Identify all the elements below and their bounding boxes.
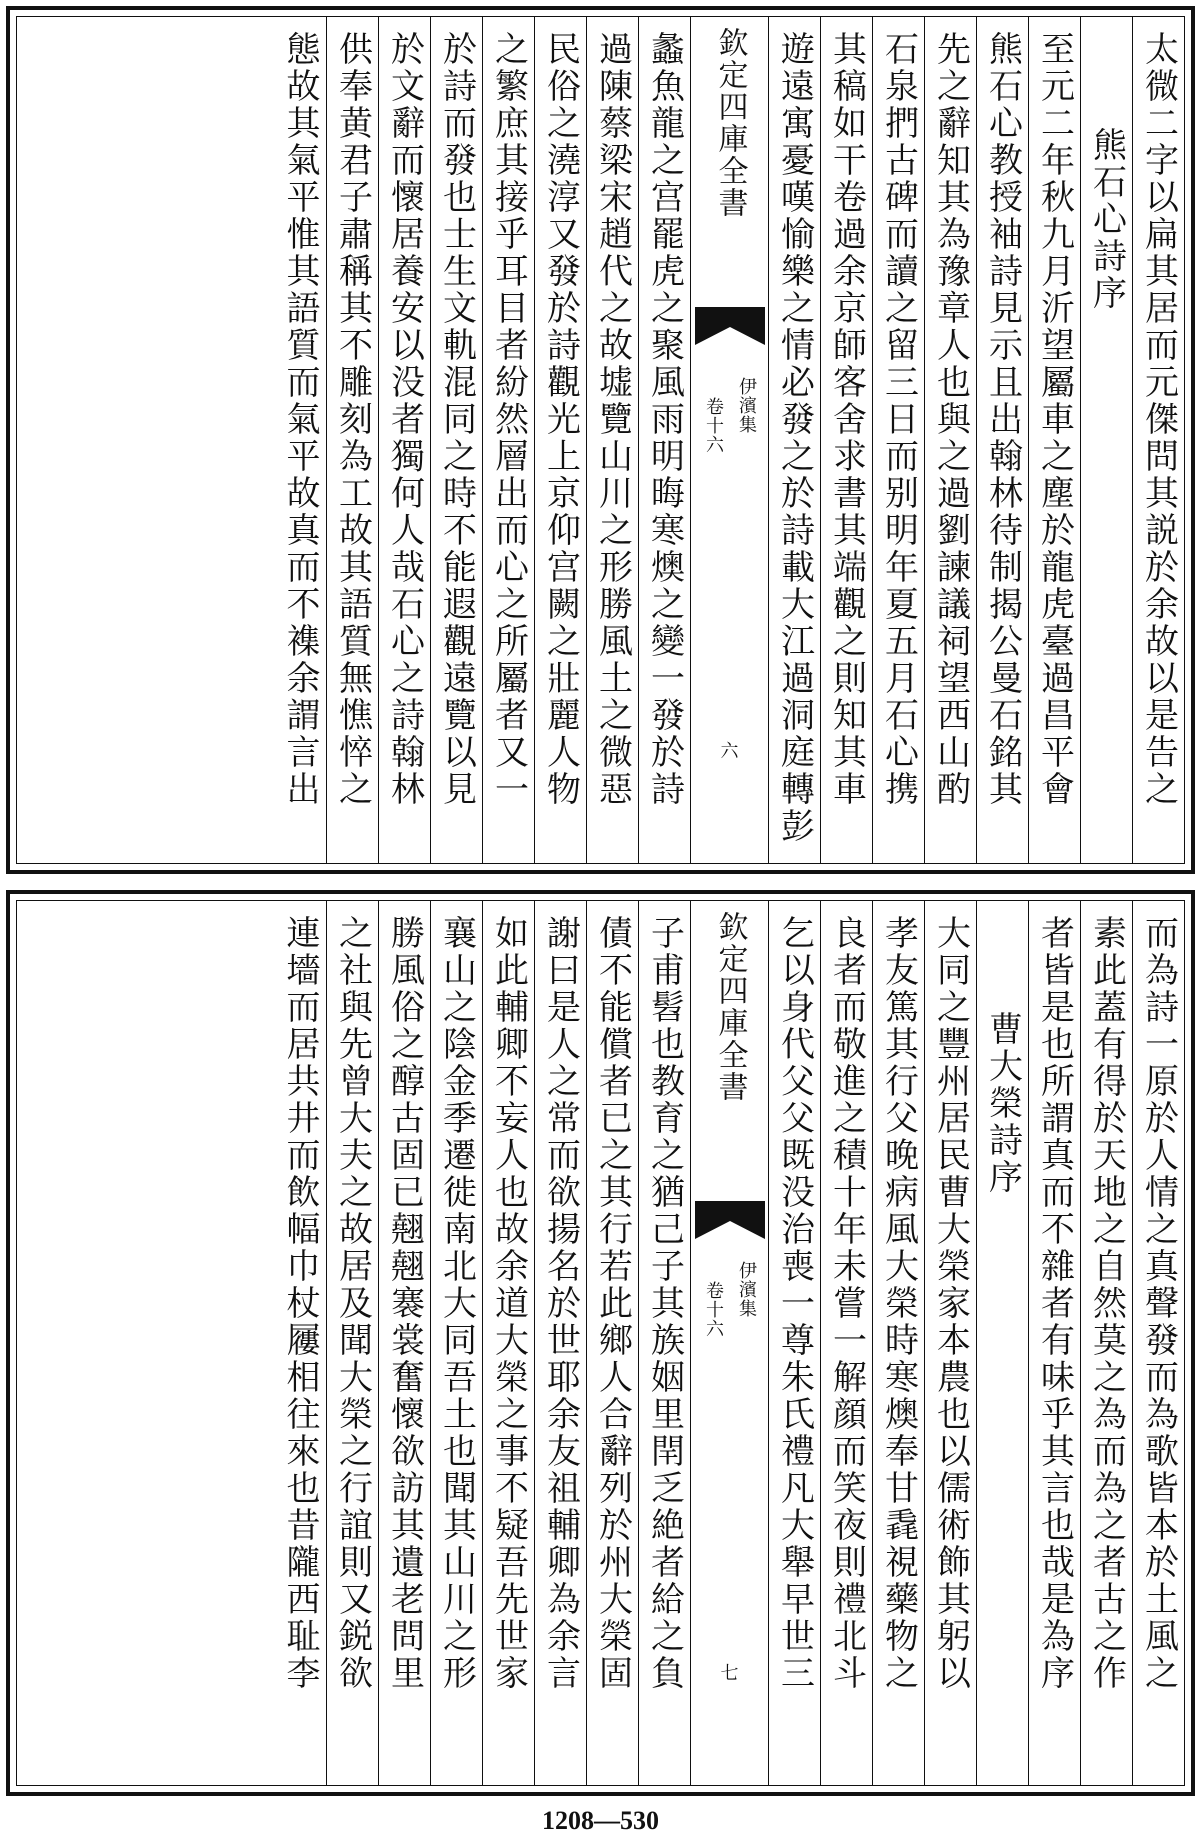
folio-number: 七 (720, 1663, 739, 1684)
text-column: 先之辭知其為豫章人也與之過劉諫議祠望西山酌 (924, 17, 976, 863)
text-column: 其稿如干卷過余京師客舍求書其端觀之則知其車 (820, 17, 872, 863)
text-column: 乞以身代父父既没治喪一尊朱氏禮凡大舉早世三 (768, 901, 820, 1785)
bottom-page (6, 890, 1195, 1796)
text-column: 子甫髫也教育之猶己子其族姻里閈乏絶者給之負 (638, 901, 690, 1785)
section-title: 熊石心詩序 (1080, 17, 1132, 863)
text-column: 至元二年秋九月沂望屬車之塵於龍虎臺過昌平會 (1028, 17, 1080, 863)
collection-title: 伊濱集 (736, 377, 757, 434)
text-column: 者皆是也所謂真而不雜者有味乎其言也哉是為序 (1028, 901, 1080, 1785)
top-page (6, 6, 1195, 874)
text-column: 如此輔卿不妄人也故余道大榮之事不疑吾先世家 (482, 901, 534, 1785)
fishtail-mark-icon (695, 1201, 765, 1241)
text-column: 於文辭而懷居養安以没者獨何人哉石心之詩翰林 (378, 17, 430, 863)
text-column: 連墻而居共井而飲幅巾杖屨相往來也昔隴西耻李 (280, 915, 320, 1692)
text-column: 之社與先曾大夫之故居及聞大榮之行誼則又鋭欲 (326, 901, 378, 1785)
library-title: 欽定四庫全書 (712, 911, 748, 1103)
text-column: 熊石心教授袖詩見示且出翰林待制揭公曼石銘其 (976, 17, 1028, 863)
text-column: 素此蓋有得於天地之自然莫之為而為之者古之作 (1080, 901, 1132, 1785)
text-column: 遊遠寓憂嘆愉樂之情必發之於詩載大江過洞庭轉彭 (768, 17, 820, 863)
text-column: 孝友篤其行父晚病風大榮時寒燠奉甘毳視藥物之 (872, 901, 924, 1785)
center-fold (690, 17, 768, 863)
text-column: 供奉黄君子肅稱其不雕刻為工故其語質無憔悴之 (326, 17, 378, 863)
text-column: 石泉捫古碑而讀之留三日而别明年夏五月石心携 (872, 17, 924, 863)
volume-label: 卷十六 (703, 397, 724, 454)
page-footer-number: 1208—530 (542, 1806, 659, 1835)
center-fold (690, 901, 768, 1785)
text-column: 過陳蔡梁宋趙代之故墟覽山川之形勝風土之微惡 (586, 17, 638, 863)
text-column: 大同之豐州居民曹大榮家本農也以儒術飾其躬以 (924, 901, 976, 1785)
folio-number: 六 (720, 741, 739, 762)
text-column: 民俗之澆淳又發於詩觀光上京仰宫闕之壯麗人物 (534, 17, 586, 863)
text-column: 之繁庶其接乎耳目者紛然層出而心之所屬者又一 (482, 17, 534, 863)
bottom-page-frame (16, 900, 1185, 1786)
fishtail-mark-icon (695, 307, 765, 347)
collection-title: 伊濱集 (736, 1261, 757, 1318)
text-column: 勝風俗之醇古固已翹翹褰裳奮懷欲訪其遺老問里 (378, 901, 430, 1785)
text-column: 債不能償者已之其行若此鄉人合辭列於州大榮固 (586, 901, 638, 1785)
top-page-frame (16, 16, 1185, 864)
text-column: 態故其氣平惟其語質而氣平故真而不襍余謂言出 (280, 31, 320, 808)
volume-label: 卷十六 (703, 1281, 724, 1338)
text-column: 蠡魚龍之宫罷虎之聚風雨明晦寒燠之變一發於詩 (638, 17, 690, 863)
text-column: 良者而敬進之積十年未嘗一解顔而笑夜則禮北斗 (820, 901, 872, 1785)
section-title: 曹大榮詩序 (976, 901, 1028, 1785)
text-column: 於詩而發也士生文軌混同之時不能遐觀遠覽以見 (430, 17, 482, 863)
text-column: 襄山之陰金季遷徙南北大同吾土也聞其山川之形 (430, 901, 482, 1785)
text-column: 而為詩一原於人情之真聲發而為歌皆本於土風之 (1132, 901, 1184, 1785)
text-column: 謝曰是人之常而欲揚名於世耶余友祖輔卿為余言 (534, 901, 586, 1785)
library-title: 欽定四庫全書 (712, 27, 748, 219)
text-column: 太微二字以扁其居而元傑問其説於余故以是告之 (1132, 17, 1184, 863)
